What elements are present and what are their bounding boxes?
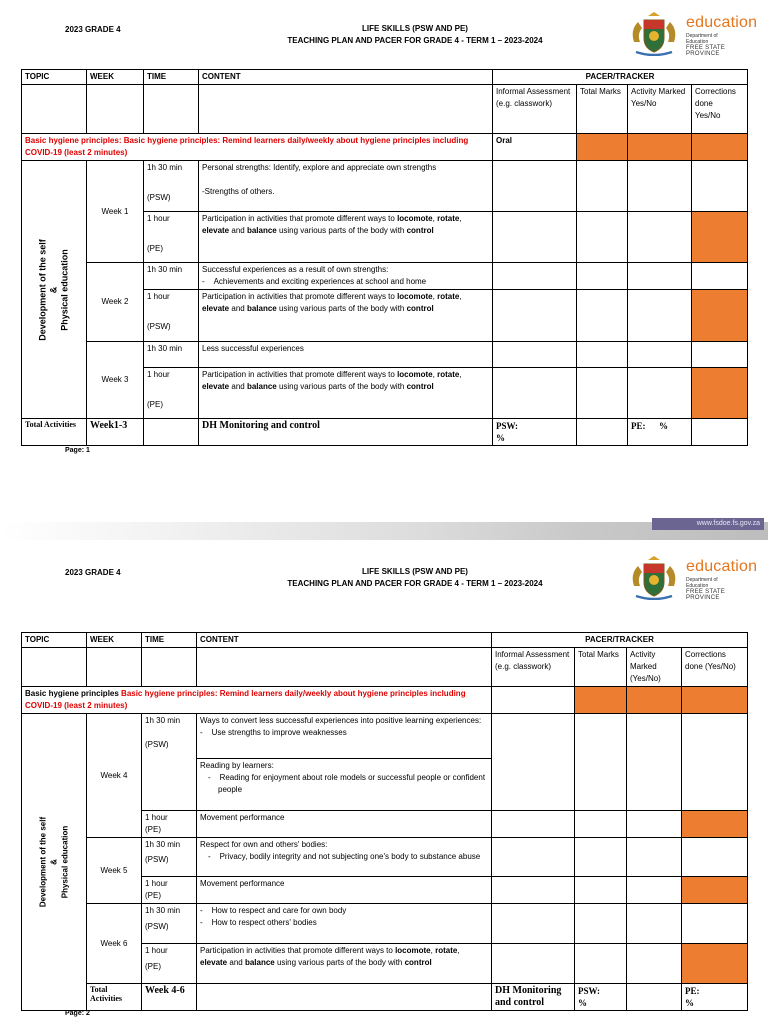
orange-cell (575, 687, 627, 714)
keyword-balance: balance (246, 226, 277, 235)
bullet-item: - Privacy, bodily integrity and not subjecting one's body to substance abuse (208, 852, 481, 861)
logo-dept-line1: Department of (686, 577, 718, 583)
week1-psw-row (22, 161, 748, 212)
time-cell (142, 714, 197, 811)
hygiene-row (22, 134, 748, 161)
bullet-item: - Reading for enjoyment about role models or successful people or confident people (208, 773, 486, 794)
time-value: 1h 30 min (147, 163, 183, 172)
time-cell: 1h 30 min (144, 342, 199, 368)
keyword-control: control (404, 958, 432, 967)
time-cell (144, 290, 199, 342)
content-text: Participation in activities that promote different ways to (202, 214, 398, 223)
content-punct: , (459, 370, 462, 379)
topic-cell (22, 714, 87, 1011)
keyword-rotate: rotate (437, 370, 460, 379)
logo-province: FREE STATE PROVINCE (686, 45, 726, 57)
header-row (22, 70, 748, 85)
psw-percent (575, 984, 627, 1011)
bullet-text: Use strengths to improve weaknesses (211, 728, 347, 737)
psw-label: PSW: (578, 986, 601, 996)
time-value: 1h 30 min (145, 840, 181, 849)
content-text: -Strengths of others. (202, 187, 275, 196)
bullet-text: Reading for enjoyment about role models or successful people or confident people (218, 773, 486, 794)
pe-percent (628, 419, 692, 446)
topic-line3: Physical education (59, 248, 70, 331)
content-text: Participation in activities that promote different ways to (202, 370, 398, 379)
week-label: Week 1 (87, 161, 144, 263)
header-row (22, 633, 748, 648)
week6-psw-row (22, 904, 748, 944)
dh-monitoring: DH Monitoring and control (492, 984, 575, 1011)
percent-sign: % (685, 998, 694, 1008)
strand-psw: (PSW) (147, 322, 171, 331)
content-text: using various parts of the body with (274, 958, 405, 967)
hygiene-text: Basic hygiene principles: Basic hygiene principles: Remind learners daily/weekly about hygiene principles including COVID-19 (least 2 minutes) (22, 134, 493, 161)
col-activity: Activity Marked (Yes/No) (627, 648, 682, 687)
keyword-locomote: locomote (397, 292, 433, 301)
content-cell: Movement performance (197, 811, 492, 838)
orange-cell (692, 290, 748, 342)
topic-label (38, 239, 71, 341)
content-cell (199, 290, 493, 342)
percent-sign: % (496, 433, 505, 443)
time-cell (142, 877, 197, 904)
keyword-balance: balance (246, 304, 277, 313)
keyword-locomote: locomote (397, 214, 433, 223)
doc-title-line2: TEACHING PLAN AND PACER FOR GRADE 4 - TERM 1 – 2023-2024 (287, 36, 543, 45)
time-value: 1 hour (145, 813, 168, 822)
content-text: Reading by learners: (200, 761, 274, 770)
logo-dept (686, 577, 718, 589)
total-weeks: Week1-3 (87, 419, 144, 446)
coat-of-arms-icon (628, 12, 680, 56)
total-label: Total Activities (22, 419, 87, 446)
logo-dept (686, 33, 718, 45)
topic-line1: Development of the self (38, 816, 48, 908)
page-2 (0, 540, 768, 1024)
col-informal: Informal Assessment (e.g. classwork) (492, 648, 575, 687)
orange-cell (577, 134, 628, 161)
grade-label: 2023 GRADE 4 (65, 25, 121, 34)
strand-pe: (PE) (145, 825, 161, 834)
logo-dept-line2: Education (686, 39, 709, 45)
topic-line3: Physical education (60, 825, 70, 899)
psw-label: PSW: (496, 421, 519, 431)
col-time: TIME (142, 633, 197, 648)
keyword-elevate: elevate (202, 226, 230, 235)
content-cell (197, 904, 492, 944)
content-text: Respect for own and others' bodies: (200, 840, 328, 849)
bullet-text: How to respect and care for own body (211, 906, 347, 915)
logo-wordmark: education (686, 558, 758, 575)
topic-line2: & (49, 859, 59, 865)
col-corrections: Corrections done (Yes/No) (682, 648, 748, 687)
keyword-elevate: elevate (202, 382, 230, 391)
content-cell (199, 161, 493, 212)
keyword-control: control (406, 382, 434, 391)
topic-label (38, 817, 71, 907)
teaching-plan-table-2 (21, 632, 748, 1011)
content-cell (197, 838, 492, 877)
keyword-locomote: locomote (395, 946, 431, 955)
col-content: CONTENT (197, 633, 492, 648)
time-cell: 1h 30 min (144, 263, 199, 290)
total-weeks: Week 4-6 (142, 984, 197, 1011)
week4-psw-row-a (22, 714, 748, 759)
keyword-elevate: elevate (202, 304, 230, 313)
hygiene-reminder: Basic hygiene principles: Remind learners daily/weekly about hygiene principles including COVID-19 (least 2 minutes) (25, 689, 466, 710)
hygiene-text (22, 687, 492, 714)
col-topic: TOPIC (22, 633, 87, 648)
content-punct: , (459, 292, 462, 301)
time-value: 1 hour (145, 879, 168, 888)
time-cell (142, 904, 197, 944)
strand-pe: (PE) (147, 400, 163, 409)
time-cell (144, 161, 199, 212)
subheader-row (22, 648, 748, 687)
hygiene-oral: Oral (493, 134, 577, 161)
percent-sign: % (578, 998, 587, 1008)
content-text: and (229, 382, 247, 391)
content-text: using various parts of the body with (276, 382, 407, 391)
content-text: using various parts of the body with (276, 304, 407, 313)
hygiene-row (22, 687, 748, 714)
time-value: 1 hour (145, 946, 168, 955)
time-cell (142, 944, 197, 984)
week-label: Week 2 (87, 263, 144, 342)
col-topic: TOPIC (22, 70, 87, 85)
time-cell (142, 811, 197, 838)
week-label: Week 6 (87, 904, 142, 984)
orange-cell (682, 687, 748, 714)
col-total-marks: Total Marks (575, 648, 627, 687)
bullet-text: Achievements and exciting experiences at school and home (213, 277, 427, 286)
orange-cell (692, 368, 748, 419)
education-logo (628, 556, 758, 600)
logo-wordmark: education (686, 14, 758, 31)
footer-url: www.fsdoe.fs.gov.za (652, 518, 764, 530)
orange-cell (692, 212, 748, 263)
keyword-balance: balance (246, 382, 277, 391)
content-text: and (229, 226, 247, 235)
teaching-plan-table-1 (21, 69, 748, 446)
logo-dept-line2: Education (686, 583, 709, 589)
orange-cell (627, 687, 682, 714)
content-text: Personal strengths: Identify, explore and appreciate own strengths (202, 163, 437, 172)
col-week: WEEK (87, 70, 144, 85)
content-cell (199, 368, 493, 419)
dh-monitoring: DH Monitoring and control (199, 419, 493, 446)
strand-pe: (PE) (145, 891, 161, 900)
col-time: TIME (144, 70, 199, 85)
keyword-rotate: rotate (437, 214, 460, 223)
week2-psw-row (22, 263, 748, 290)
psw-percent (493, 419, 577, 446)
strand-pe: (PE) (145, 962, 161, 971)
week-label: Week 4 (87, 714, 142, 838)
strand-psw: (PSW) (147, 193, 171, 202)
education-logo (628, 12, 758, 56)
strand-psw: (PSW) (145, 740, 169, 749)
content-cell (199, 263, 493, 290)
percent-sign: % (659, 421, 668, 431)
subheader-row (22, 85, 748, 134)
col-activity-yesno: Yes/No (631, 99, 657, 108)
col-corrections-label: Corrections done (695, 87, 736, 108)
page-number: Page: 1 (65, 447, 90, 454)
topic-line2: & (48, 286, 59, 293)
time-value: 1 hour (147, 292, 170, 301)
total-row (22, 984, 748, 1011)
time-cell (142, 838, 197, 877)
orange-cell (682, 811, 748, 838)
content-cell (197, 714, 492, 759)
orange-cell (692, 134, 748, 161)
orange-cell (682, 877, 748, 904)
doc-title-line2: TEACHING PLAN AND PACER FOR GRADE 4 - TERM 1 – 2023-2024 (287, 579, 543, 588)
content-punct: , (459, 214, 462, 223)
content-cell (199, 212, 493, 263)
content-cell (197, 944, 492, 984)
strand-pe: (PE) (147, 244, 163, 253)
total-label: Total Activities (87, 984, 142, 1011)
bullet-text: Privacy, bodily integrity and not subjecting one's body to substance abuse (219, 852, 481, 861)
content-text: Participation in activities that promote different ways to (200, 946, 396, 955)
content-punct: , (432, 370, 438, 379)
doc-title-line1: LIFE SKILLS (PSW AND PE) (362, 567, 468, 576)
week-label: Week 5 (87, 838, 142, 904)
content-punct: , (432, 214, 438, 223)
content-text: Participation in activities that promote different ways to (202, 292, 398, 301)
col-activity (628, 85, 692, 134)
pe-label: PE: (685, 986, 700, 996)
col-corrections (692, 85, 748, 134)
time-cell (144, 212, 199, 263)
orange-cell (682, 944, 748, 984)
content-text: and (229, 304, 247, 313)
logo-dept-line1: Department of (686, 33, 718, 39)
col-content: CONTENT (199, 70, 493, 85)
keyword-rotate: rotate (435, 946, 458, 955)
hygiene-label: Basic hygiene principles (25, 689, 119, 698)
time-cell (144, 368, 199, 419)
strand-psw: (PSW) (145, 855, 169, 864)
coat-of-arms-icon (628, 556, 680, 600)
col-pacer: PACER/TRACKER (492, 633, 748, 648)
bullet-item: - How to respect and care for own body (200, 906, 347, 915)
content-text: using various parts of the body with (276, 226, 407, 235)
keyword-locomote: locomote (397, 370, 433, 379)
content-punct: , (430, 946, 436, 955)
doc-title (240, 566, 590, 590)
week-label: Week 3 (87, 342, 144, 419)
col-total-marks: Total Marks (577, 85, 628, 134)
topic-cell (22, 161, 87, 419)
content-text: Ways to convert less successful experiences into positive learning experiences: (200, 716, 482, 725)
strand-psw: (PSW) (145, 922, 169, 931)
col-informal: Informal Assessment (e.g. classwork) (493, 85, 577, 134)
content-cell (197, 759, 492, 811)
pe-percent (682, 984, 748, 1011)
col-corrections-yesno: Yes/No (695, 111, 721, 120)
content-cell: Movement performance (197, 877, 492, 904)
content-text: and (227, 958, 245, 967)
pe-label: PE: (631, 421, 646, 431)
content-cell: Less successful experiences (199, 342, 493, 368)
time-value: 1h 30 min (145, 716, 181, 725)
doc-title (240, 23, 590, 47)
keyword-rotate: rotate (437, 292, 460, 301)
bullet-item: - How to respect others' bodies (200, 918, 317, 927)
week5-psw-row (22, 838, 748, 877)
col-activity-label: Activity Marked (631, 87, 686, 96)
page-divider (0, 518, 768, 542)
content-punct: , (432, 292, 438, 301)
time-value: 1 hour (147, 214, 170, 223)
keyword-elevate: elevate (200, 958, 228, 967)
logo-province: FREE STATE PROVINCE (686, 589, 726, 601)
keyword-control: control (406, 304, 434, 313)
time-value: 1 hour (147, 370, 170, 379)
topic-line1: Development of the self (37, 238, 48, 341)
time-value: 1h 30 min (145, 906, 181, 915)
orange-cell (628, 134, 692, 161)
col-week: WEEK (87, 633, 142, 648)
bullet-item: - Achievements and exciting experiences at school and home (202, 277, 427, 286)
grade-label: 2023 GRADE 4 (65, 568, 121, 577)
doc-title-line1: LIFE SKILLS (PSW AND PE) (362, 24, 468, 33)
content-text: Successful experiences as a result of own strengths: (202, 265, 389, 274)
content-punct: , (457, 946, 460, 955)
keyword-control: control (406, 226, 434, 235)
bullet-item: - Use strengths to improve weaknesses (200, 728, 347, 737)
bullet-text: How to respect others' bodies (211, 918, 317, 927)
col-pacer: PACER/TRACKER (493, 70, 748, 85)
keyword-balance: balance (244, 958, 275, 967)
week3-psw-row (22, 342, 748, 368)
page-number: Page: 2 (65, 1010, 90, 1017)
total-row (22, 419, 748, 446)
